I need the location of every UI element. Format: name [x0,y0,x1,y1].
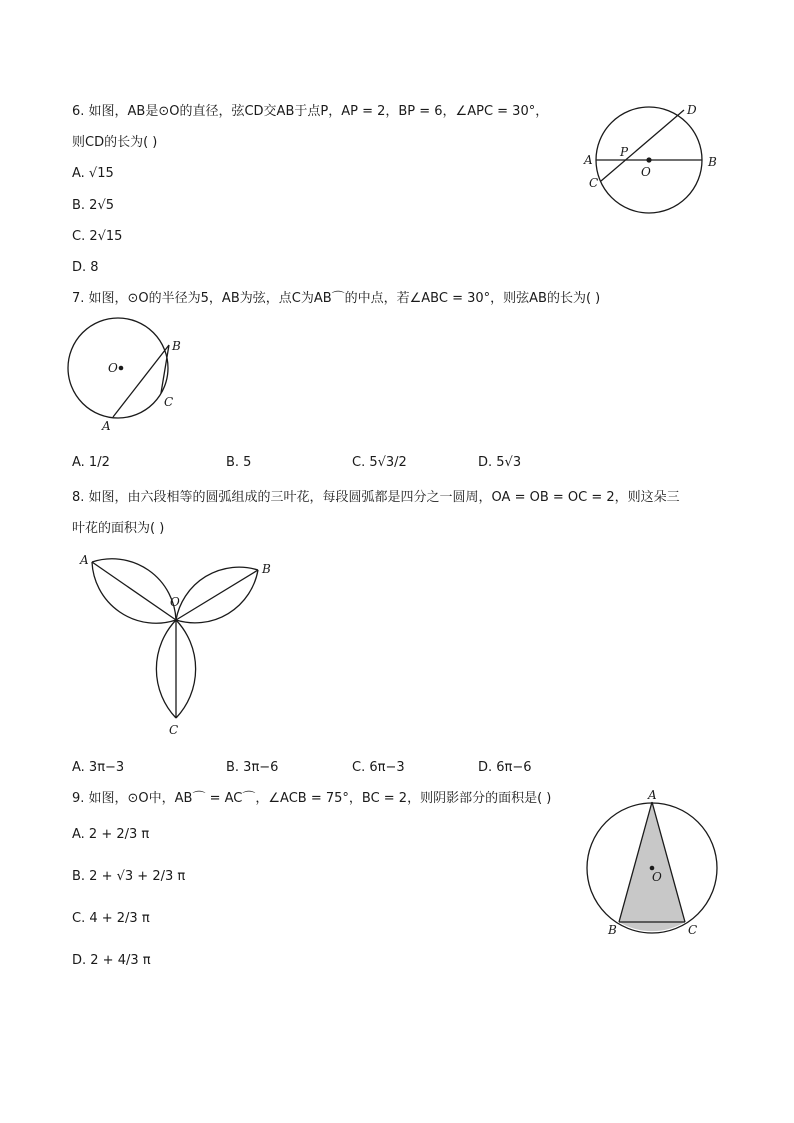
q6-label-a: A [584,153,593,167]
q9-stem-line1: 9. 如图，⊙O中，AB⌒ = AC⌒，∠ACB = 75°，BC = 2，则阴影部分的面积是( ) [72,791,552,806]
q8-option-b: B. 3π−6 [226,760,279,775]
q7-label-c: C [164,395,174,409]
q8-label-c: C [169,723,179,737]
q7-option-d: D. 5√3 [478,455,522,470]
q8-label-b: B [262,562,271,576]
q7-label-b: B [172,339,181,353]
q6-label-b: B [708,155,717,169]
q8-stem-line1: 8. 如图，由六段相等的圆弧组成的三叶花，每段圆弧都是四分之一圆周，OA = OB = OC = 2，则这朵三 [72,490,680,505]
q8-stem-line2: 叶花的面积为( ) [72,521,165,536]
q6-stem-line2: 则CD的长为( ) [72,135,158,150]
q7-label-o: O [108,361,118,375]
q8-option-c: C. 6π−3 [352,760,405,775]
q6-label-d: D [687,103,697,117]
q7-option-a: A. 1/2 [72,455,110,470]
q9-figure [580,786,730,942]
q9-option-a: A. 2 + 2/3 π [72,827,150,842]
q8-figure [72,548,282,740]
q8-label-a: A [80,553,89,567]
q6-label-c: C [589,176,599,190]
q6-label-o: O [641,165,651,179]
q6-option-a: A. √15 [72,166,114,181]
q6-option-b: B. 2√5 [72,198,115,213]
q9-option-d: D. 2 + 4/3 π [72,953,151,968]
q9-label-c: C [688,923,698,937]
q6-option-d: D. 8 [72,260,99,275]
q6-stem-line1: 6. 如图，AB是⊙O的直径，弦CD交AB于点P，AP = 2，BP = 6，∠APC = 30°， [72,104,549,119]
q6-label-p: P [620,145,629,159]
q9-option-b: B. 2 + √3 + 2/3 π [72,869,186,884]
q7-option-b: B. 5 [226,455,252,470]
q6-option-c: C. 2√15 [72,229,123,244]
q7-stem-line1: 7. 如图，⊙O的半径为5，AB为弦，点C为AB⌒的中点，若∠ABC = 30°，则弦AB的长为( ) [72,291,601,306]
q9-label-b: B [608,923,617,937]
q6-figure [580,98,730,228]
q7-figure [66,316,190,434]
q9-label-o: O [652,870,662,884]
q8-label-o: O [170,595,180,609]
q8-option-d: D. 6π−6 [478,760,532,775]
q7-label-a: A [102,419,111,433]
q8-option-a: A. 3π−3 [72,760,125,775]
q9-label-a: A [648,788,657,802]
q9-option-c: C. 4 + 2/3 π [72,911,150,926]
q7-option-c: C. 5√3/2 [352,455,407,470]
